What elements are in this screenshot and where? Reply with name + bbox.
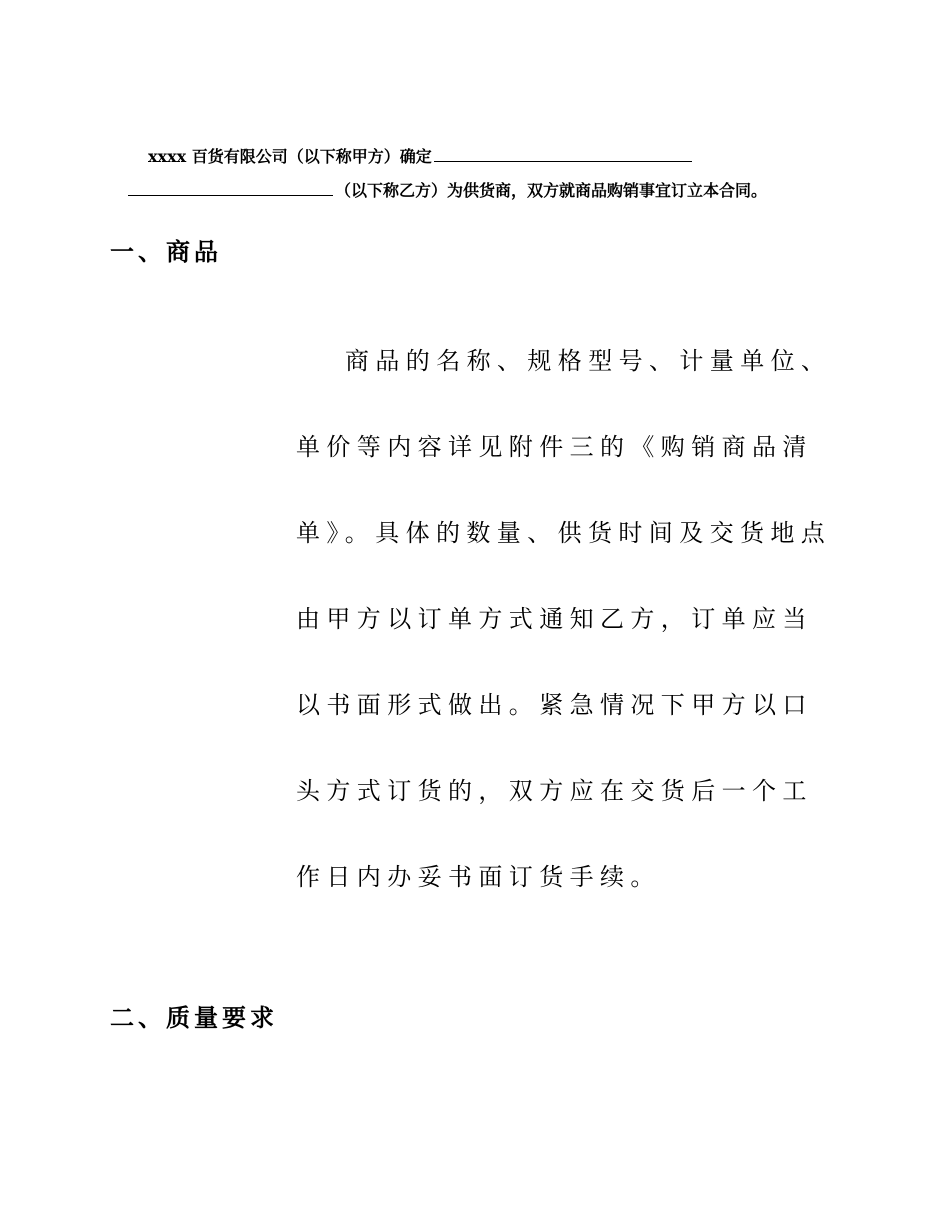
section-heading-quality-requirements: 二、质量要求: [110, 1003, 278, 1032]
section-body-goods: 商品的名称、规格型号、计量单位、单价等内容详见附件三的《购销商品清单》。具体的数量、供货时间及交货地点由甲方以订单方式通知乙方，订单应当以书面形式做出。紧急情况下甲方以口头方式订货的，双方应在交货后一个工作日内办妥书面订货手续。: [296, 347, 832, 891]
contract-intro-line-1: [148, 145, 692, 168]
intro-party-b-text: （以下称乙方）为供货商，双方就商品购销事宜订立本合同。: [335, 181, 768, 200]
contract-intro-line-2: [128, 179, 767, 202]
section-heading-goods: 一、商品: [110, 237, 222, 266]
party-b-name-blank-continued: [128, 179, 333, 196]
intro-party-a-text: xxxx 百货有限公司（以下称甲方）确定: [148, 147, 432, 166]
party-b-name-blank: [434, 145, 692, 162]
